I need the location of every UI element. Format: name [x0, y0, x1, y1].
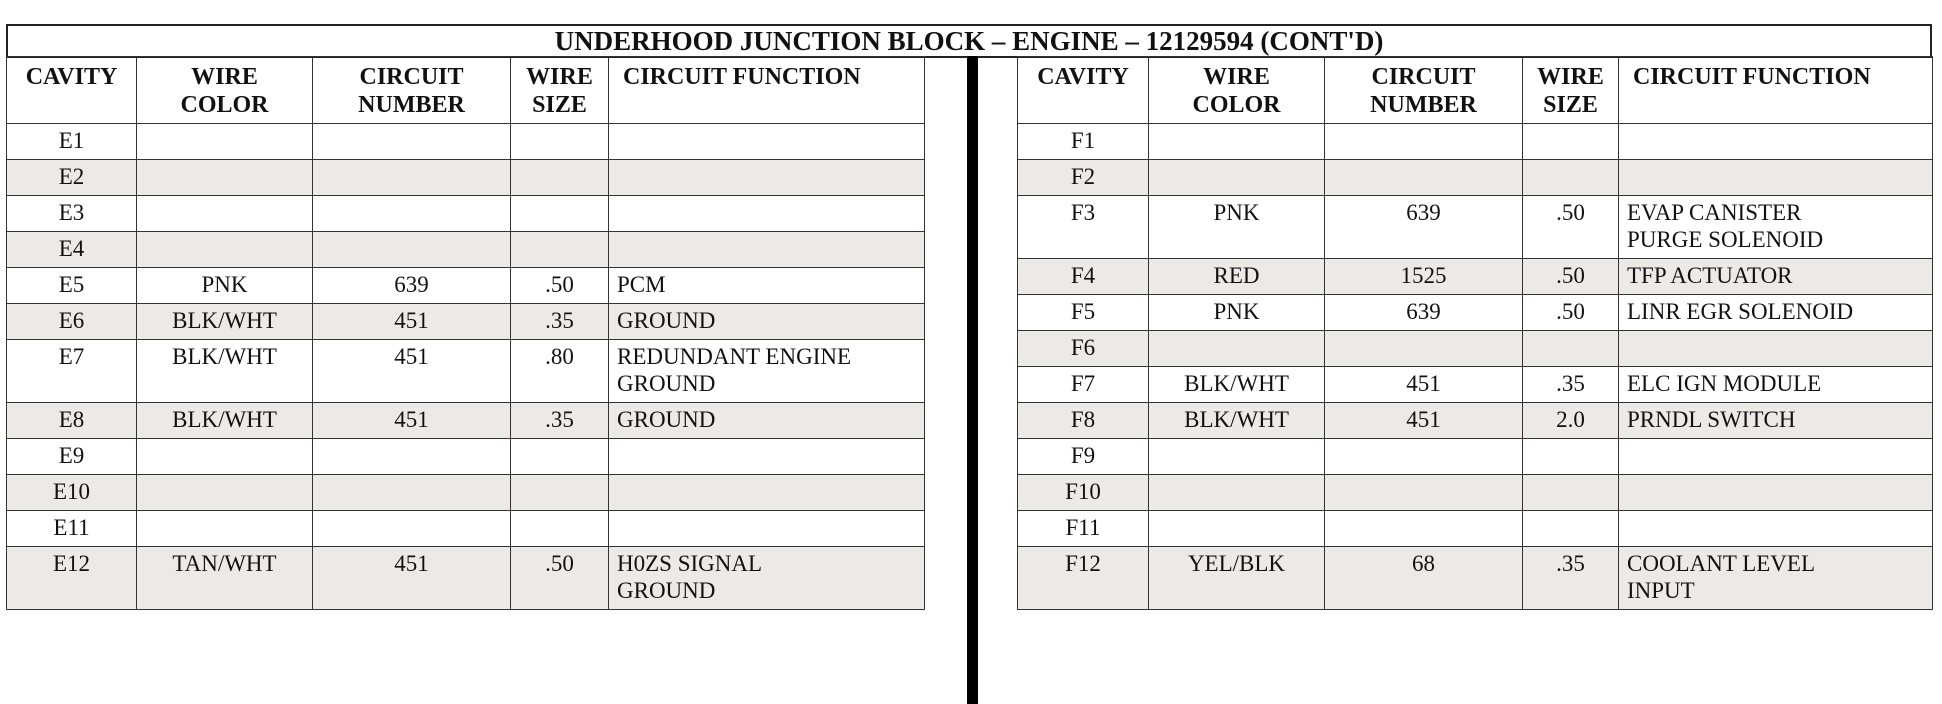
- circuit-function-cell: [609, 403, 925, 439]
- circuit-number-cell: 451: [1325, 403, 1523, 439]
- circuit-function-cell: [609, 304, 925, 340]
- circuit-number-cell: [313, 196, 511, 232]
- circuit-number-cell: [1325, 331, 1523, 367]
- circuit-function-line: PRNDL SWITCH: [1627, 407, 1796, 432]
- wire-size-cell: [511, 160, 609, 196]
- wire-size-cell: .50: [1523, 196, 1619, 259]
- table-row: [7, 196, 925, 232]
- table-row: [1018, 403, 1933, 439]
- wire-color-cell: PNK: [137, 268, 313, 304]
- circuit-function-cell: [1619, 331, 1933, 367]
- wire-size-cell: [511, 511, 609, 547]
- wire-size-cell: 2.0: [1523, 403, 1619, 439]
- circuit-number-cell: 451: [313, 304, 511, 340]
- circuit-number-cell: 639: [1325, 196, 1523, 259]
- circuit-function-cell: [1619, 160, 1933, 196]
- circuit-function-cell: [609, 340, 925, 403]
- wire-color-cell: [137, 196, 313, 232]
- wire-size-cell: [1523, 511, 1619, 547]
- wire-color-cell: [1149, 475, 1325, 511]
- table-row: [1018, 196, 1933, 259]
- header-wire-color: WIRE COLOR: [137, 57, 313, 124]
- wire-size-cell: .50: [1523, 295, 1619, 331]
- table-body-e: [7, 124, 925, 610]
- header-circuit-number: CIRCUIT NUMBER: [313, 57, 511, 124]
- wire-size-cell: [511, 475, 609, 511]
- table-row: [7, 403, 925, 439]
- cavity-cell: E11: [7, 511, 137, 547]
- table-row: [1018, 160, 1933, 196]
- wire-size-cell: .35: [511, 304, 609, 340]
- cavity-cell: E2: [7, 160, 137, 196]
- circuit-function-line: PURGE SOLENOID: [1627, 227, 1824, 252]
- circuit-number-cell: 639: [313, 268, 511, 304]
- table-body-f: [1018, 124, 1933, 610]
- wire-size-cell: [511, 439, 609, 475]
- circuit-function-cell: [1619, 439, 1933, 475]
- header-circuit-function: CIRCUIT FUNCTION: [609, 57, 925, 124]
- circuit-number-cell: [1325, 511, 1523, 547]
- table-row: [7, 547, 925, 610]
- circuit-number-cell: 451: [313, 403, 511, 439]
- circuit-function-cell: [609, 160, 925, 196]
- circuit-function-cell: [1619, 547, 1933, 610]
- table-row: [1018, 367, 1933, 403]
- table-row: [1018, 511, 1933, 547]
- cavity-cell: E5: [7, 268, 137, 304]
- wire-color-cell: [1149, 124, 1325, 160]
- header-wire-size: WIRE SIZE: [511, 57, 609, 124]
- circuit-number-cell: 68: [1325, 547, 1523, 610]
- wire-color-cell: BLK/WHT: [137, 340, 313, 403]
- circuit-function-line: GROUND: [617, 371, 716, 396]
- circuit-function-line: LINR EGR SOLENOID: [1627, 299, 1854, 324]
- cavity-table-f: [1017, 56, 1933, 610]
- circuit-number-cell: 639: [1325, 295, 1523, 331]
- table-row: [7, 160, 925, 196]
- wire-size-cell: [1523, 475, 1619, 511]
- circuit-function-cell: [609, 268, 925, 304]
- circuit-number-cell: [1325, 439, 1523, 475]
- wire-color-cell: PNK: [1149, 295, 1325, 331]
- cavity-cell: E6: [7, 304, 137, 340]
- wire-color-cell: [1149, 511, 1325, 547]
- wire-color-cell: [137, 160, 313, 196]
- wire-color-cell: BLK/WHT: [1149, 403, 1325, 439]
- wire-color-cell: [137, 475, 313, 511]
- circuit-number-cell: [313, 160, 511, 196]
- table-row: [7, 475, 925, 511]
- wire-color-cell: BLK/WHT: [1149, 367, 1325, 403]
- wire-color-cell: RED: [1149, 259, 1325, 295]
- circuit-function-cell: [1619, 196, 1933, 259]
- header-row: [7, 57, 925, 124]
- table-row: [7, 124, 925, 160]
- table-row: [1018, 259, 1933, 295]
- wire-size-cell: [511, 196, 609, 232]
- wire-color-cell: YEL/BLK: [1149, 547, 1325, 610]
- header-row: [1018, 57, 1933, 124]
- wire-color-cell: [1149, 439, 1325, 475]
- circuit-function-cell: [1619, 403, 1933, 439]
- circuit-function-cell: [609, 232, 925, 268]
- wire-size-cell: .35: [1523, 367, 1619, 403]
- table-row: [1018, 331, 1933, 367]
- circuit-function-cell: [609, 196, 925, 232]
- cavity-cell: E1: [7, 124, 137, 160]
- header-cavity: CAVITY: [7, 57, 137, 124]
- circuit-number-cell: [1325, 160, 1523, 196]
- cavity-cell: F6: [1018, 331, 1149, 367]
- table-row: [1018, 295, 1933, 331]
- wire-color-cell: [137, 232, 313, 268]
- wire-size-cell: [1523, 439, 1619, 475]
- cavity-cell: E12: [7, 547, 137, 610]
- circuit-function-cell: [1619, 367, 1933, 403]
- cavity-table-e: [6, 56, 925, 610]
- wire-size-cell: [511, 232, 609, 268]
- circuit-number-cell: [313, 475, 511, 511]
- table-row: [7, 511, 925, 547]
- circuit-function-line: GROUND: [617, 308, 716, 333]
- wire-color-cell: [137, 439, 313, 475]
- circuit-function-line: EVAP CANISTER: [1627, 200, 1802, 225]
- circuit-function-line: ELC IGN MODULE: [1627, 371, 1822, 396]
- circuit-function-cell: [609, 547, 925, 610]
- wire-size-cell: [1523, 160, 1619, 196]
- wire-color-cell: BLK/WHT: [137, 403, 313, 439]
- circuit-function-cell: [609, 511, 925, 547]
- circuit-function-cell: [609, 475, 925, 511]
- cavity-cell: F9: [1018, 439, 1149, 475]
- cavity-cell: E3: [7, 196, 137, 232]
- header-wire-color: WIRE COLOR: [1149, 57, 1325, 124]
- cavity-cell: F12: [1018, 547, 1149, 610]
- cavity-cell: E9: [7, 439, 137, 475]
- table-row: [7, 268, 925, 304]
- cavity-cell: E8: [7, 403, 137, 439]
- circuit-function-line: COOLANT LEVEL: [1627, 551, 1816, 576]
- wire-size-cell: [1523, 124, 1619, 160]
- cavity-cell: F10: [1018, 475, 1149, 511]
- circuit-function-line: INPUT: [1627, 578, 1695, 603]
- cavity-cell: F5: [1018, 295, 1149, 331]
- wire-size-cell: [1523, 331, 1619, 367]
- header-cavity: CAVITY: [1018, 57, 1149, 124]
- circuit-number-cell: [313, 124, 511, 160]
- circuit-function-line: GROUND: [617, 578, 716, 603]
- cavity-cell: E4: [7, 232, 137, 268]
- wire-color-cell: [1149, 331, 1325, 367]
- circuit-function-line: H0ZS SIGNAL: [617, 551, 763, 576]
- circuit-number-cell: [313, 232, 511, 268]
- table-row: [7, 304, 925, 340]
- wire-size-cell: .80: [511, 340, 609, 403]
- circuit-function-cell: [1619, 295, 1933, 331]
- circuit-number-cell: [1325, 475, 1523, 511]
- header-wire-size: WIRE SIZE: [1523, 57, 1619, 124]
- table-row: [1018, 547, 1933, 610]
- wire-size-cell: .35: [1523, 547, 1619, 610]
- circuit-function-cell: [1619, 475, 1933, 511]
- wire-color-cell: PNK: [1149, 196, 1325, 259]
- wire-size-cell: .50: [1523, 259, 1619, 295]
- wire-size-cell: [511, 124, 609, 160]
- table-row: [1018, 475, 1933, 511]
- header-circuit-function: CIRCUIT FUNCTION: [1619, 57, 1933, 124]
- circuit-function-line: PCM: [617, 272, 666, 297]
- cavity-cell: F4: [1018, 259, 1149, 295]
- circuit-number-cell: 451: [313, 340, 511, 403]
- circuit-number-cell: [313, 439, 511, 475]
- cavity-cell: F11: [1018, 511, 1149, 547]
- wire-color-cell: [137, 124, 313, 160]
- table-row: [7, 340, 925, 403]
- cavity-cell: F8: [1018, 403, 1149, 439]
- wire-color-cell: [1149, 160, 1325, 196]
- wire-color-cell: TAN/WHT: [137, 547, 313, 610]
- circuit-number-cell: [1325, 124, 1523, 160]
- circuit-number-cell: [313, 511, 511, 547]
- circuit-function-line: GROUND: [617, 407, 716, 432]
- cavity-cell: E7: [7, 340, 137, 403]
- table-row: [1018, 124, 1933, 160]
- header-circuit-number: CIRCUIT NUMBER: [1325, 57, 1523, 124]
- center-divider: [967, 56, 978, 704]
- table-row: [7, 439, 925, 475]
- circuit-function-line: TFP ACTUATOR: [1627, 263, 1793, 288]
- cavity-cell: F7: [1018, 367, 1149, 403]
- circuit-number-cell: 451: [313, 547, 511, 610]
- circuit-function-cell: [609, 124, 925, 160]
- table-row: [7, 232, 925, 268]
- table-row: [1018, 439, 1933, 475]
- cavity-cell: F1: [1018, 124, 1149, 160]
- cavity-cell: F2: [1018, 160, 1149, 196]
- wire-size-cell: .35: [511, 403, 609, 439]
- cavity-cell: E10: [7, 475, 137, 511]
- circuit-function-cell: [1619, 259, 1933, 295]
- circuit-number-cell: 451: [1325, 367, 1523, 403]
- circuit-function-cell: [1619, 124, 1933, 160]
- circuit-function-cell: [1619, 511, 1933, 547]
- wire-size-cell: .50: [511, 547, 609, 610]
- table-title: UNDERHOOD JUNCTION BLOCK – ENGINE – 12129594 (CONT'D): [6, 24, 1932, 58]
- circuit-number-cell: 1525: [1325, 259, 1523, 295]
- wire-size-cell: .50: [511, 268, 609, 304]
- circuit-function-cell: [609, 439, 925, 475]
- cavity-cell: F3: [1018, 196, 1149, 259]
- circuit-function-line: REDUNDANT ENGINE: [617, 344, 852, 369]
- wire-color-cell: BLK/WHT: [137, 304, 313, 340]
- wire-color-cell: [137, 511, 313, 547]
